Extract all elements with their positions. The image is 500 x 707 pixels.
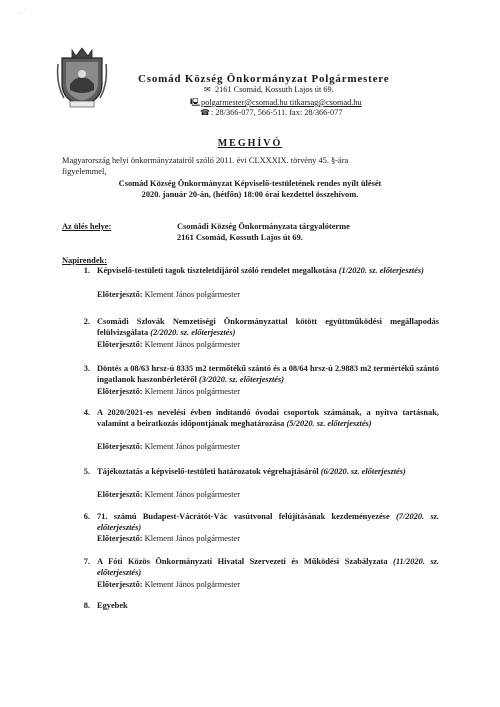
telephone-icon: ☎: [200, 108, 210, 117]
agenda-reference: (6/2020. sz. előterjesztés): [320, 467, 406, 476]
agenda-reference: (5/2020. sz. előterjesztés): [286, 418, 372, 428]
agenda-item-title: [97, 467, 439, 478]
agenda-number: 6.: [83, 512, 90, 521]
agenda-title-text: Egyebek: [97, 601, 128, 610]
agenda-number: 2.: [83, 317, 90, 326]
agenda-title-text: Döntés a 08/63 hrsz-ú 8335 m2 termőtékű szántó és a 08/64 hrsz-ú 2.9883 m2 termértékű szántó ingatlanok haszonbérletéről: [97, 364, 439, 384]
agenda-title-text: A Fóti Közös Önkormányzati Hivatal Szervezeti és Működési Szabályzata: [97, 557, 388, 566]
presenter-label: Előterjesztő:: [97, 580, 143, 589]
agenda-item-title: [97, 601, 439, 612]
agenda-reference: (2/2020. sz. előterjesztés): [150, 327, 236, 337]
agenda-label: Napirendek:: [62, 256, 107, 265]
presenter-label: Előterjesztő:: [97, 490, 143, 499]
agenda-reference: (1/2020. sz. előterjesztés): [338, 266, 424, 275]
agenda-item-title: [97, 512, 439, 533]
presenter-label: Előterjesztő:: [97, 290, 143, 299]
agenda-title-text: Képviselő-testületi tagok tiszteletdíjáról szóló rendelet megalkotása: [97, 266, 337, 275]
document-title: MEGHÍVÓ: [217, 138, 283, 149]
venue-line-1: Csomádi Község Önkormányzata tárgyalóterme: [177, 222, 350, 231]
agenda-title-text: Csomádi Szlovák Nemzetiségi Önkormányzattal kötött együttműködési megállapodás felülvizsgálata: [97, 317, 439, 337]
agenda-presenter: [97, 290, 240, 299]
presenter-label: Előterjesztő:: [97, 387, 143, 396]
agenda-item-title: [97, 408, 439, 429]
agenda-presenter: [97, 580, 240, 589]
organization-title: Csomád Község Önkormányzat Polgármestere: [138, 73, 390, 85]
presenter-name: Klement János polgármester: [144, 490, 241, 499]
session-announcement: Csomád Község Önkormányzat Képviselő-testületének rendes nyílt ülését: [118, 179, 382, 188]
presenter-name: Klement János polgármester: [144, 387, 241, 396]
presenter-name: Klement János polgármester: [144, 442, 241, 451]
venue-label: Az ülés helye:: [62, 222, 112, 231]
address-line: [204, 85, 334, 94]
agenda-reference: (3/2020. sz. előterjesztés): [198, 374, 285, 384]
agenda-item-title: [97, 557, 439, 578]
email-text[interactable]: polgarmester@csomad.hu titkarsag@csomad.hu: [201, 98, 362, 107]
presenter-label: Előterjesztő:: [97, 442, 143, 451]
agenda-number: 8.: [83, 601, 90, 610]
agenda-item-title: [97, 364, 439, 385]
stray-marks: ⸝ ʾ: [18, 8, 26, 16]
coat-of-arms-logo: [56, 44, 108, 108]
address-text: 2161 Csomád, Kossuth Lajos út 69.: [215, 85, 334, 94]
phone-text: : 28/366-077, 566-511. fax: 28/366-077: [211, 108, 343, 117]
intro-line-2: figyelemmel,: [62, 167, 107, 176]
agenda-number: 1.: [83, 266, 90, 275]
agenda-reference: (11/2020. sz. előterjesztés): [97, 557, 440, 577]
agenda-number: 7.: [83, 557, 90, 566]
presenter-name: Klement János polgármester: [144, 534, 241, 543]
agenda-presenter: [97, 442, 240, 451]
intro-line-1: Magyarország helyi önkormányzatairól szóló 2011. évi CLXXXIX. törvény 45. §-ára: [62, 156, 349, 165]
envelope-icon: ✉: [204, 85, 211, 94]
presenter-name: Klement János polgármester: [144, 580, 241, 589]
agenda-item-title: [97, 317, 439, 338]
agenda-item-title: [97, 266, 439, 277]
phone-line: [200, 108, 343, 117]
presenter-label: Előterjesztő:: [97, 340, 143, 349]
agenda-reference: (7/2020. sz. előterjesztés): [97, 512, 440, 532]
agenda-presenter: [97, 534, 240, 543]
presenter-name: Klement János polgármester: [144, 340, 241, 349]
computer-icon: 🖳: [190, 98, 201, 107]
agenda-title-text: Tájékoztatás a képviselő-testületi határozatok végrehajtásáról: [97, 467, 319, 476]
presenter-label: Előterjesztő:: [97, 534, 143, 543]
agenda-number: 5.: [83, 467, 90, 476]
agenda-number: 3.: [83, 364, 90, 373]
agenda-presenter: [97, 340, 240, 349]
venue-line-2: 2161 Csomád, Kossuth Lajos út 69.: [177, 233, 303, 242]
agenda-title-text: 71. számú Budapest-Vácrátót-Vác vasútvonal felújításának kezdeményezése: [97, 512, 390, 521]
agenda-presenter: [97, 490, 240, 499]
presenter-name: Klement János polgármester: [144, 290, 241, 299]
agenda-title-text: A 2020/2021-es nevelési évben indítandó óvodai csoportok számának, a nyitva tartásnak, valamint a beiratkozás időpontjának meghatározása: [97, 408, 439, 428]
agenda-presenter: [97, 387, 240, 396]
session-datetime: 2020. január 20-án, (hétfőn) 18:00 órai kezdettel összehívom.: [141, 190, 359, 199]
agenda-number: 4.: [83, 408, 90, 417]
